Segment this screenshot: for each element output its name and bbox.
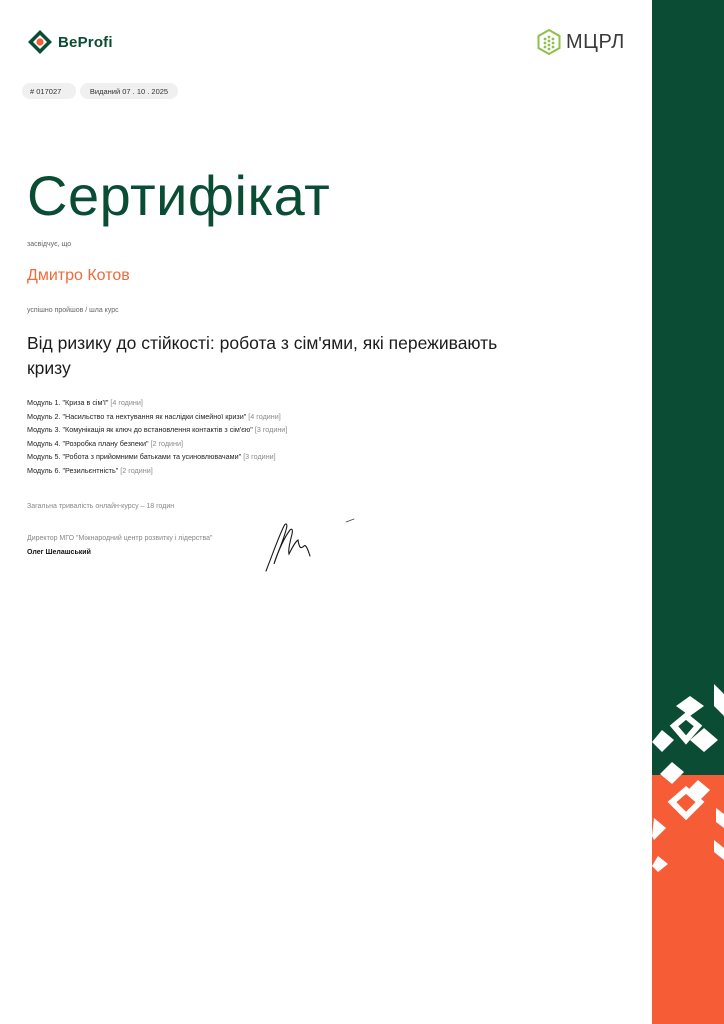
course-duration: Загальна тривалість онлайн-курсу – 18 годин xyxy=(27,503,175,510)
recipient-name: Дмитро Котов xyxy=(27,267,130,284)
decorative-side-band xyxy=(652,0,724,1024)
mcrl-logo-icon xyxy=(536,29,562,55)
module-item: Модуль 6. "Резильєнтність" [2 години] xyxy=(27,465,153,475)
director-title: Директор МГО "Міжнародний центр розвитку і лідерства" xyxy=(27,535,213,542)
beprofi-logo xyxy=(27,28,113,56)
mcrl-logo xyxy=(536,28,625,56)
passed-label: успішно пройшов / шла курс xyxy=(27,307,119,314)
brand-right-name: МЦРЛ xyxy=(566,30,625,53)
module-item: Модуль 4. "Розробка плану безпеки" [2 години] xyxy=(27,438,184,448)
certificate-title: Сертифікат xyxy=(27,164,331,227)
issued-date-badge: Виданий 07 . 10 . 2025 xyxy=(80,83,178,99)
brand-left-name: BeProfi xyxy=(58,33,113,51)
beprofi-logo-icon xyxy=(27,29,53,55)
certificate-number-badge: # 017027 xyxy=(22,83,76,99)
course-title: Від ризику до стійкості: робота з сім'ями, які переживають кризу xyxy=(27,333,498,378)
module-item: Модуль 3. "Комунікація як ключ до встановлення контактів з сім'єю" [3 години] xyxy=(27,425,288,434)
signature-image xyxy=(262,516,362,576)
module-item: Модуль 2. "Насильство та нехтування як наслідки сімейної кризи" [4 години] xyxy=(27,411,281,421)
director-name: Олег Шелашський xyxy=(27,549,91,556)
certifies-label: засвідчує, що xyxy=(27,241,72,248)
module-item: Модуль 5. "Робота з прийомними батьками та усиновлювачами" [3 години] xyxy=(27,452,276,461)
module-item: Модуль 1. "Криза в сім'ї" [4 години] xyxy=(27,398,143,407)
module-list xyxy=(27,396,287,477)
